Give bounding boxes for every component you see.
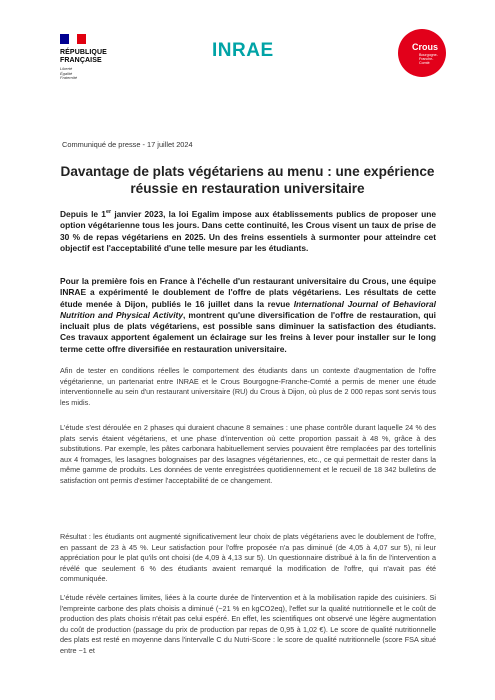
french-flag-icon [60, 34, 86, 44]
crous-logo [398, 29, 446, 77]
rf-title-line: RÉPUBLIQUE [60, 49, 107, 56]
lead-paragraph-2 [60, 276, 436, 355]
crous-logo-name: Crous [412, 42, 439, 52]
inrae-logo: INRAE [212, 40, 274, 61]
journal-name: International Journal of Behavioral Nutrition and Physical Activity [60, 298, 436, 320]
rf-motto-line: Égalité [60, 70, 73, 76]
rf-motto [60, 67, 120, 81]
flag-blue-band [60, 34, 69, 44]
body-paragraph-5: Résultat : les étudiants ont augmenté significativement leur choix de plats végétariens avec le doublement de l'offre, en passant de 23 à 45 %. Leur satisfaction pour l'offre proposée n'a pas diminué (de 4,05 à 4,07 sur 5), ni leur appréciation pour le plat qu'ils ont choisi (de 4,09 à 4,13 sur 5). Un questionnaire distribué à la fin de l'intervention a révélé que seulement 6 % des étudiants avaient remarqué la modification de l'offre, qui n'avait pas été communiquée. [60, 532, 436, 584]
rf-title-line: FRANÇAISE [60, 57, 102, 64]
flag-red-band [77, 34, 86, 44]
rf-motto-line: Liberté [60, 66, 73, 71]
rf-motto-line: Fraternité [60, 75, 78, 81]
text-span: janvier 2023, la loi Egalim impose aux établissements publics de proposer une option végétarienne tous les jours. Dans cette continuité, les Crous visent un taux de prise de 30 % de repas végétariens en 2025. Un des freins essentiels à surmonter pour atteindre cet objectif est l'acceptabilité d'une telle mesure par les étudiants. [60, 209, 437, 253]
body-paragraph-3: Afin de tester en conditions réelles le comportement des étudiants dans un contexte d'augmentation de l'offre végétarienne, un partenariat entre INRAE et le Crous Bourgogne-Franche-Comté a permis de mener une étude interventionnelle au sein d'un restaurant universitaire (RU) du Crous à Dijon, où plus de 2 000 repas sont servis tous les midis. [60, 366, 436, 407]
page-title: Davantage de plats végétariens au menu : une expérience réussie en restauration universitaire [60, 164, 435, 196]
lead-paragraph-1 [60, 209, 436, 254]
superscript: er [105, 209, 112, 216]
text-span: Pour la première fois en France à l'échelle d'un restaurant universitaire du Crous, une équipe INRAE a expérimenté le doublement de l'offre de plats végétariens. Les résultats de cette étude menée à Dijon, publiés le 16 juillet dans la revue [60, 276, 436, 309]
rf-title [60, 49, 120, 65]
crous-logo-tagline: Bourgogne-Franche-Comté [419, 53, 438, 66]
body-paragraph-4: L'étude s'est déroulée en 2 phases qui duraient chacune 8 semaines : une phase contrôle durant laquelle 24 % des plats servis étaient végétariens, et une phase d'intervention où cette proportion passait à 48 %, grâce à des substitutions. Par exemple, les pâtes carbonara habituellement servies pouvaient être remplacées par des tortellinis aux 4 fromages, les lasagnes bolognaises par des lasagnes végétariennes, etc., ce qui permettait de rester dans la même gamme de produits. Les données de vente enregistrées quotidiennement et le recueil de 18 342 bulletins de satisfaction ont permis d'estimer l'acceptabilité de ce changement. [60, 423, 436, 485]
body-paragraph-6: L'étude révèle certaines limites, liées à la courte durée de l'intervention et à la mobilisation rapide des cuisiniers. Si l'empreinte carbone des plats choisis a diminué (−21 % en kgCO2eq), l'effet sur la qualité nutritionnelle et le coût de production des plats choisis n'était pas celui espéré. En effet, les scientifiques ont observé une légère augmentation du coût de production (passage du prix de production par repas de 0,95 à 1,02 €). Le score de qualité nutritionnelle des plats est resté en moyenne dans l'intervalle C du Nutri-Score : le score de qualité nutritionnelle (score FSA situé entre −1 et [60, 593, 436, 655]
text-span: , montrent qu'une diversification de l'offre de restauration, qui incluait plus de plats végétariens, est possible sans diminuer la satisfaction des étudiants. Ces travaux apportent également un éclairage sur les freins à lever pour installer sur le long terme cette offre diversifiée en restauration universitaire. [60, 309, 436, 354]
flag-white-band [69, 34, 78, 44]
press-release-date: Communiqué de presse - 17 juillet 2024 [62, 140, 193, 149]
text-span: Depuis le 1 [60, 209, 106, 219]
republique-francaise-logo [60, 34, 120, 81]
